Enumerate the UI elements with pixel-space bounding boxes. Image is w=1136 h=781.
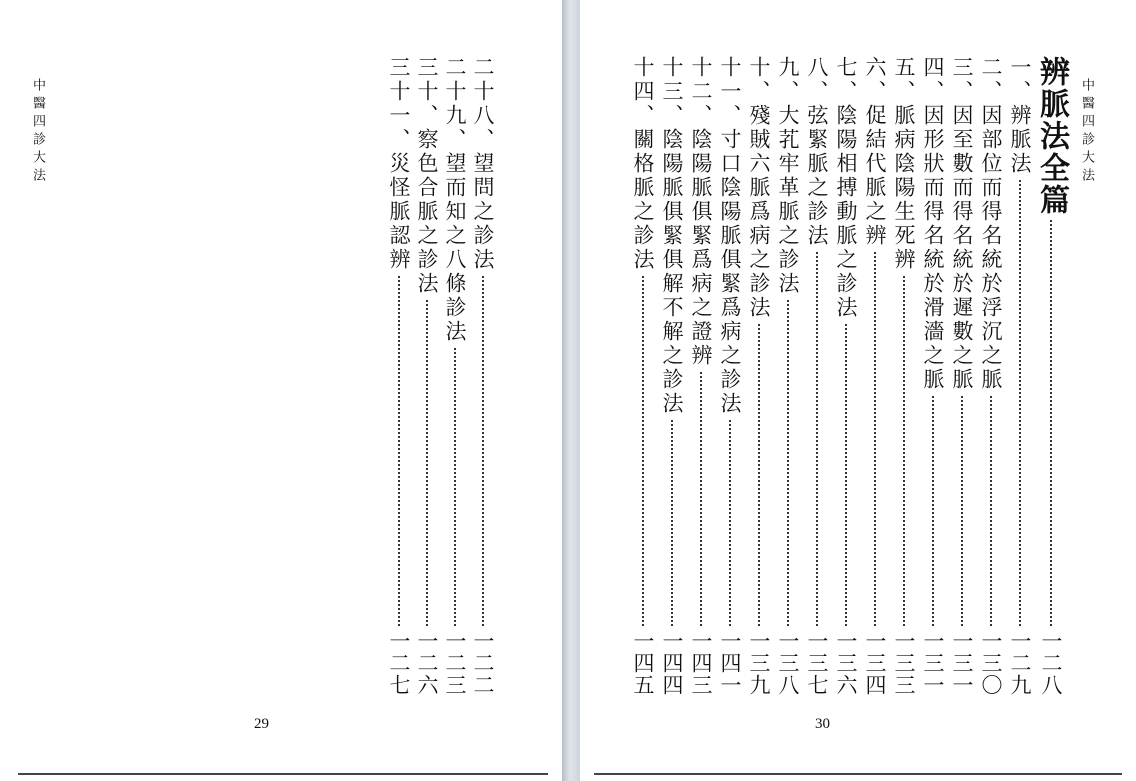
- toc-entry-title: 六、促結代脈之辨: [863, 56, 887, 248]
- page-bottom-rule: [18, 773, 548, 775]
- dot-leader: [426, 300, 428, 626]
- toc-entry-page: 一二六: [415, 630, 439, 696]
- toc-entry-page: 一三四: [863, 630, 887, 696]
- toc-entry-page: 一三八: [776, 630, 800, 696]
- toc-entry-page: 一四三: [689, 630, 713, 696]
- toc-entry[interactable]: [412, 56, 442, 696]
- toc-entry[interactable]: [686, 56, 716, 696]
- page-left: [0, 0, 562, 781]
- dot-leader: [1019, 180, 1021, 626]
- toc-entry-page: 一二三: [443, 630, 467, 696]
- toc-entry[interactable]: [628, 56, 658, 696]
- dot-leader: [758, 324, 760, 626]
- running-title: 中醫四診大法: [1079, 78, 1094, 186]
- page-gutter: [562, 0, 580, 781]
- toc-entry-title: 十三、陰陽脈俱緊俱解不解之診法: [660, 56, 684, 416]
- toc-entry-page: 一四四: [660, 630, 684, 696]
- toc-entry-title: 八、弦緊脈之診法: [805, 56, 829, 248]
- toc-entry[interactable]: [802, 56, 832, 696]
- toc-entry-title: 三十一、災怪脈認辨: [387, 56, 411, 272]
- toc-entry-title: 九、大芤牢革脈之診法: [776, 56, 800, 296]
- dot-leader: [787, 300, 789, 626]
- dot-leader: [816, 252, 818, 626]
- toc-entry-page: 一三七: [805, 630, 829, 696]
- toc-entry-page: 一二七: [387, 630, 411, 696]
- dot-leader: [482, 276, 484, 626]
- toc-entry-title: 三十、察色合脈之診法: [415, 56, 439, 296]
- toc-entry[interactable]: [889, 56, 919, 696]
- dot-leader: [729, 420, 731, 626]
- toc-entry[interactable]: [1005, 56, 1035, 696]
- dot-leader: [961, 396, 963, 626]
- toc-entry-page: 一三〇: [979, 630, 1003, 696]
- toc-entry[interactable]: [468, 56, 498, 696]
- toc-entry-title: 十四、關格脈之診法: [631, 56, 655, 272]
- page-number: 30: [815, 716, 830, 732]
- toc-entry-title: 四、因形狀而得名統於滑濇之脈: [921, 56, 945, 392]
- dot-leader: [932, 396, 934, 626]
- dot-leader: [398, 276, 400, 626]
- dot-leader: [642, 276, 644, 626]
- section-heading-entry[interactable]: [1034, 56, 1069, 696]
- dot-leader: [903, 276, 905, 626]
- toc-entry-title: 十一、寸口陰陽脈俱緊爲病之診法: [718, 56, 742, 416]
- toc-entry-title: 一、辨脈法: [1008, 56, 1032, 176]
- dot-leader: [1050, 220, 1052, 626]
- toc-entry-title: 七、陰陽相搏動脈之診法: [834, 56, 858, 320]
- toc-entry-title: 二十九、望而知之八條診法: [443, 56, 467, 344]
- page-number: 29: [254, 716, 269, 732]
- toc-entry-page: 一三六: [834, 630, 858, 696]
- toc-entry[interactable]: [947, 56, 977, 696]
- toc-entry[interactable]: [773, 56, 803, 696]
- toc-entry-page: 一四五: [631, 630, 655, 696]
- toc-entry[interactable]: [657, 56, 687, 696]
- toc-entry-page: 一四一: [718, 630, 742, 696]
- running-title: 中醫四診大法: [30, 78, 45, 186]
- toc-entry-title: 二十八、望問之診法: [471, 56, 495, 272]
- toc-entry-title: 五、脈病陰陽生死辨: [892, 56, 916, 272]
- toc-entry[interactable]: [384, 56, 414, 696]
- toc-entry[interactable]: [918, 56, 948, 696]
- dot-leader: [845, 324, 847, 626]
- dot-leader: [454, 348, 456, 626]
- toc-entry-page: 一三一: [921, 630, 945, 696]
- toc-entry[interactable]: [860, 56, 890, 696]
- toc-entry-title: 十二、陰陽脈俱緊爲病之證辨: [689, 56, 713, 368]
- dot-leader: [700, 372, 702, 626]
- page-bottom-rule: [594, 773, 1122, 775]
- page-right: [580, 0, 1136, 781]
- dot-leader: [671, 420, 673, 626]
- toc-entry-page: 一二二: [471, 630, 495, 696]
- toc-entry-title: 十、殘賊六脈爲病之診法: [747, 56, 771, 320]
- section-heading: 辨脈法全篇: [1034, 56, 1069, 216]
- toc-entry[interactable]: [744, 56, 774, 696]
- toc-entry[interactable]: [715, 56, 745, 696]
- toc-entry-title: 三、因至數而得名統於遲數之脈: [950, 56, 974, 392]
- toc-entry-page: 一三三: [892, 630, 916, 696]
- toc-entry[interactable]: [831, 56, 861, 696]
- toc-entry-page: 一三九: [747, 630, 771, 696]
- toc-entry-page: 一三一: [950, 630, 974, 696]
- toc-entry[interactable]: [440, 56, 470, 696]
- toc-entry-page: 一二八: [1039, 630, 1063, 696]
- dot-leader: [990, 396, 992, 626]
- toc-entry-page: 一二九: [1008, 630, 1032, 696]
- toc-entry-title: 二、因部位而得名統於浮沉之脈: [979, 56, 1003, 392]
- toc-entry[interactable]: [976, 56, 1006, 696]
- dot-leader: [874, 252, 876, 626]
